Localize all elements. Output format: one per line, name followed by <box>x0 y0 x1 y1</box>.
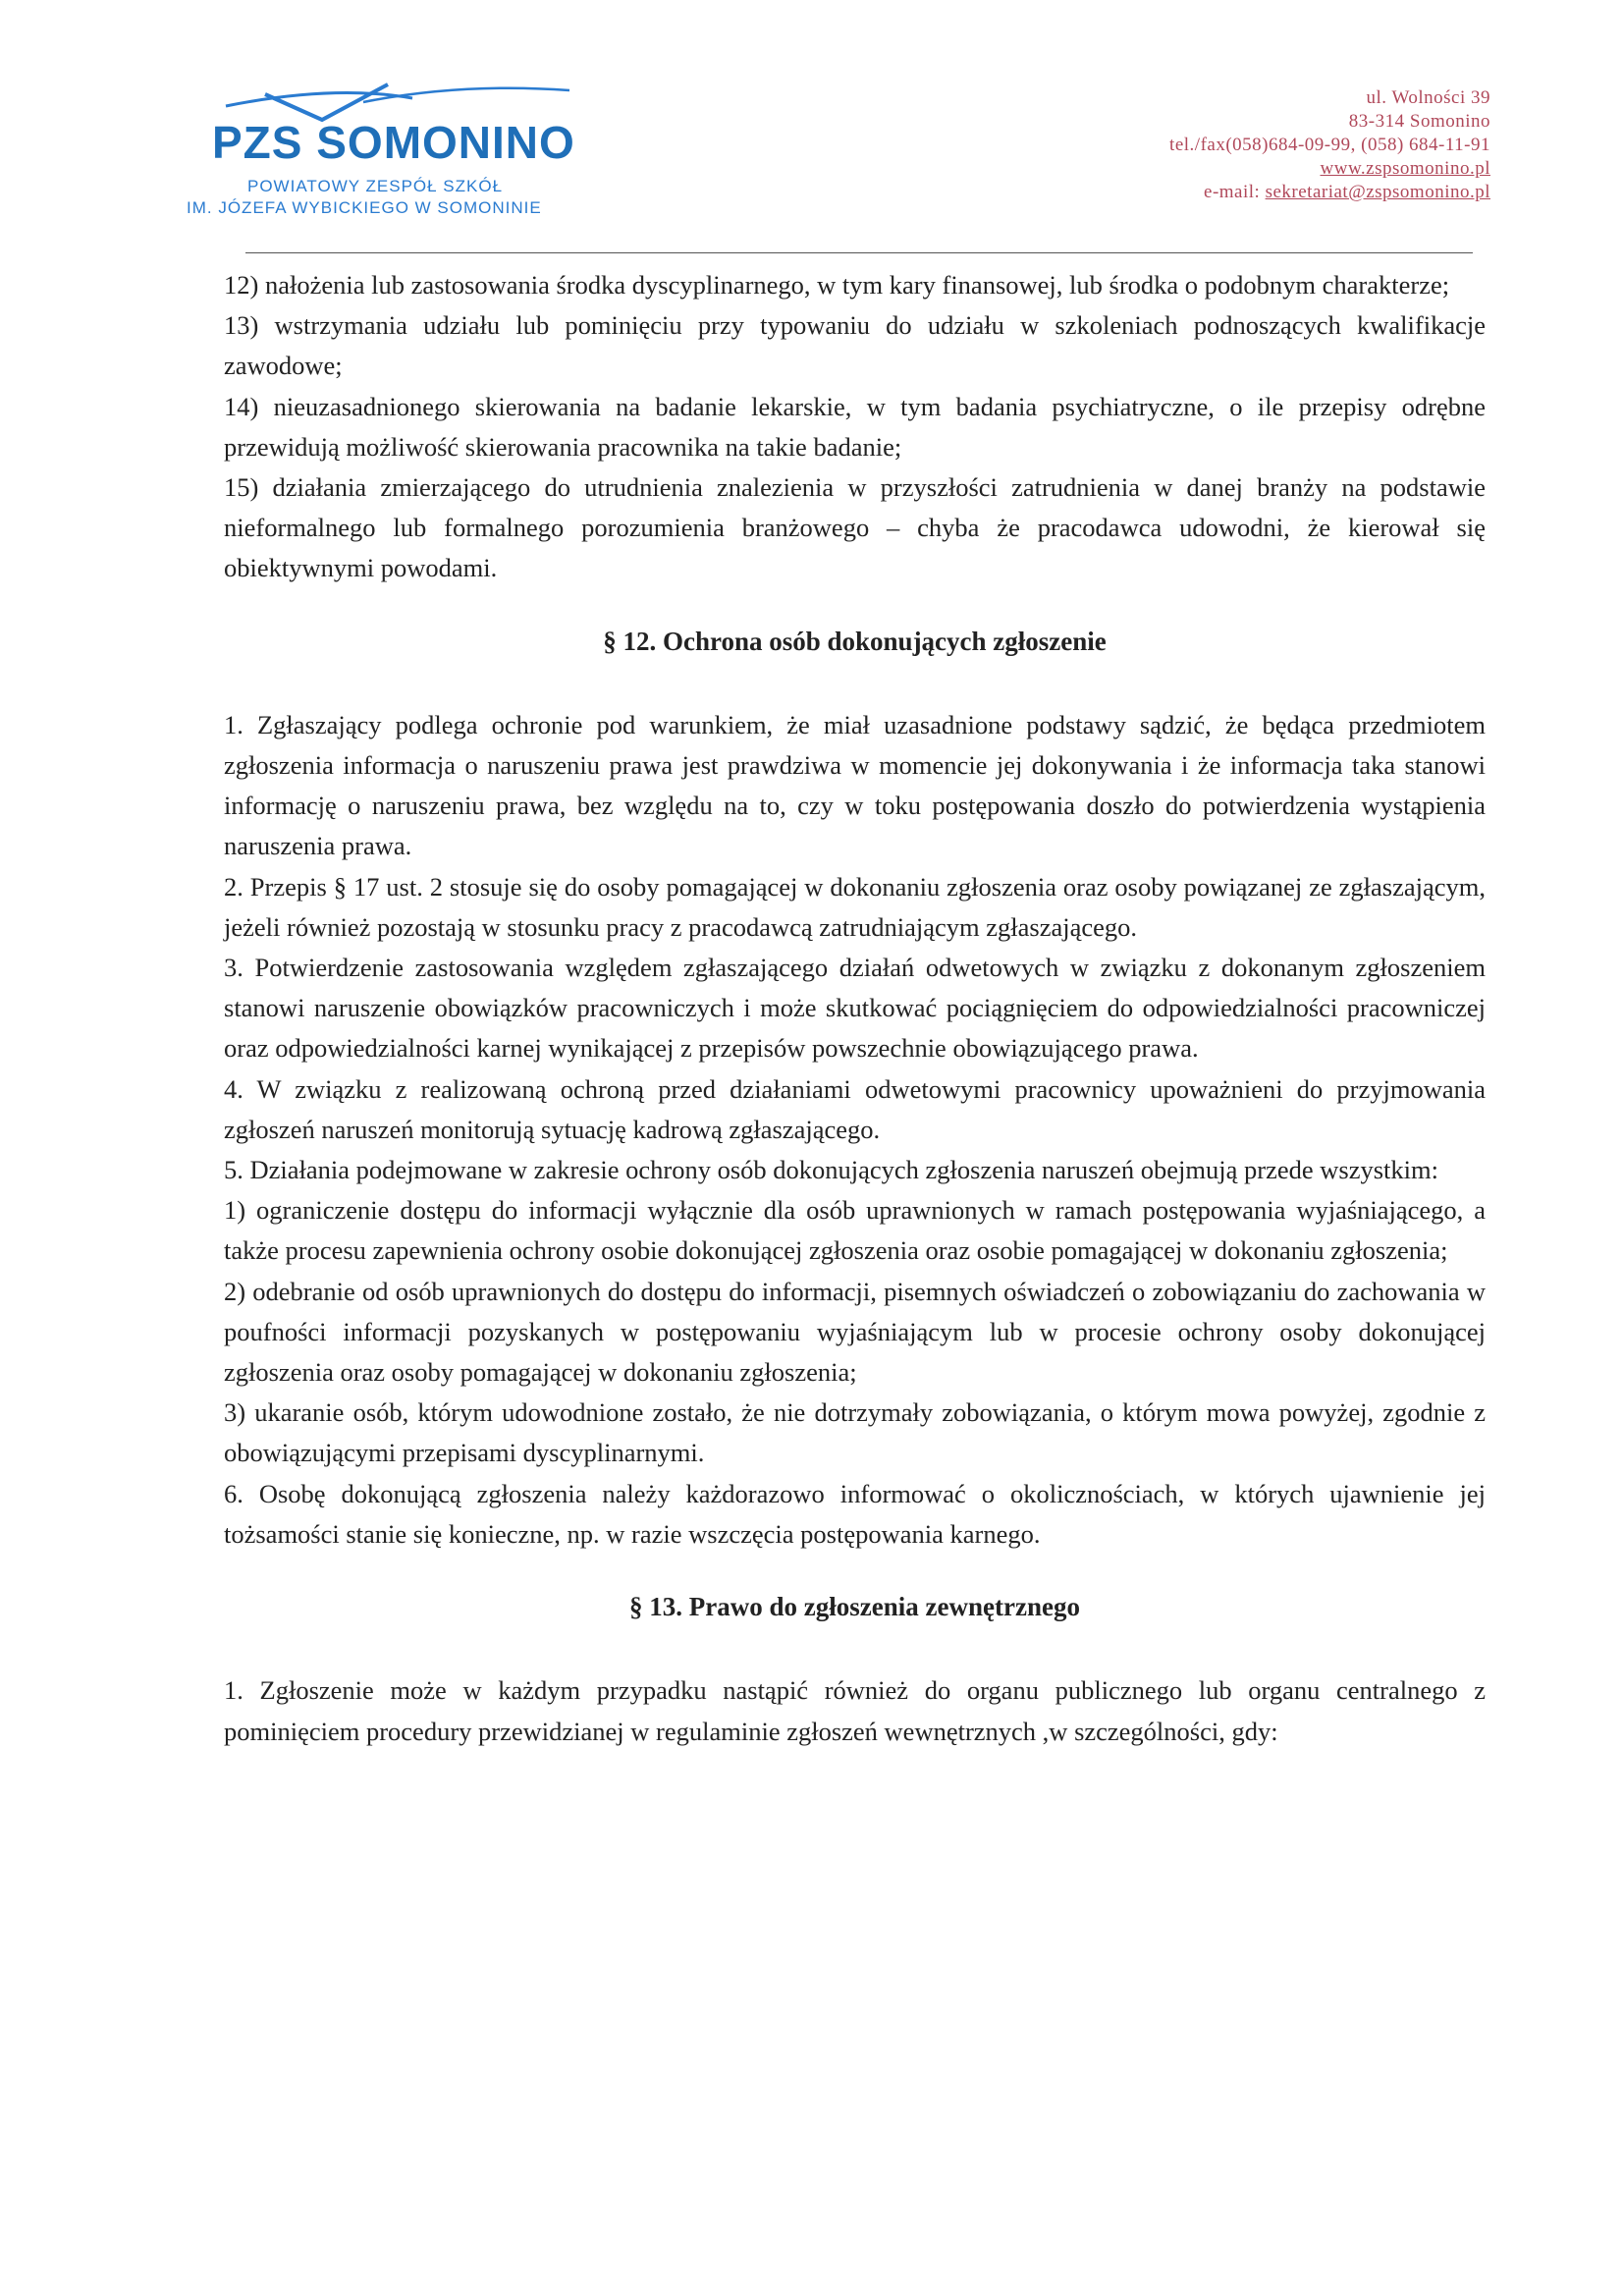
section-13-heading: § 13. Prawo do zgłoszenia zewnętrznego <box>629 1592 1080 1622</box>
school-logo <box>187 77 599 224</box>
email-label: e-mail: <box>1204 182 1266 202</box>
paragraph: 2. Przepis § 17 ust. 2 stosuje się do osoby pomagającej w dokonaniu zgłoszenia oraz osoby powiązanej ze zgłaszającym, jeżeli również pozostają w stosunku pracy z pracodawcą zatrudniającym zgłaszającego. <box>224 871 1486 942</box>
paragraph: 1. Zgłaszający podlega ochronie pod warunkiem, że miał uzasadnione podstawy sądzić, że będąca przedmiotem zgłoszenia informacja o naruszeniu prawa jest prawdziwa w momencie jej dokonywania i że informacja taka stanowi informację o naruszeniu prawa, bez względu na to, czy w toku postępowania doszło do potwierdzenia wystąpienia naruszenia prawa. <box>224 709 1486 861</box>
paragraph: 6. Osobę dokonującą zgłoszenia należy każdorazowo informować o okolicznościach, w których ujawnienie jej tożsamości stanie się konieczne, np. w razie wszczęcia postępowania karnego. <box>224 1478 1486 1549</box>
website-link[interactable]: www.zspsomonino.pl <box>1320 158 1490 179</box>
logo-subtitle-line2: IM. JÓZEFA WYBICKIEGO W SOMONINIE <box>187 198 542 217</box>
contact-city: 83-314 Somonino <box>1348 111 1490 132</box>
list-item: 12) nałożenia lub zastosowania środka dyscyplinarnego, w tym kary finansowej, lub środka o podobnym charakterze; <box>224 270 1450 300</box>
contact-info <box>1169 86 1490 204</box>
list-item: 14) nieuzasadnionego skierowania na badanie lekarskie, w tym badania psychiatryczne, o ile przepisy odrębne przewidują możliwość skierowania pracownika na takie badanie; <box>224 391 1486 462</box>
paragraph: 3. Potwierdzenie zastosowania względem zgłaszającego działań odwetowych w związku z dokonanym zgłoszeniem stanowi naruszenie obowiązków pracowniczych i może skutkować pociągnięciem do odpowiedzialności pracowniczej oraz odpowiedzialności karnej wynikającej z przepisów powszechnie obowiązującego prawa. <box>224 953 1486 1064</box>
document-body <box>224 265 1486 1752</box>
paragraph: 5. Działania podejmowane w zakresie ochrony osób dokonujących zgłoszenia naruszeń obejmują przede wszystkim: <box>224 1155 1438 1185</box>
email-link[interactable]: sekretariat@zspsomonino.pl <box>1265 182 1490 202</box>
list-item: 3) ukaranie osób, którym udowodnione zostało, że nie dotrzymały zobowiązania, o którym mowa powyżej, zgodnie z obowiązującymi przepisami dyscyplinarnymi. <box>224 1397 1486 1468</box>
list-item: 13) wstrzymania udziału lub pominięciu przy typowaniu do udziału w szkoleniach podnoszących kwalifikacje zawodowe; <box>224 310 1486 381</box>
header-divider <box>245 252 1473 253</box>
list-item: 1) ograniczenie dostępu do informacji wyłącznie dla osób uprawnionych w ramach postępowania wyjaśniającego, a także procesu zapewnienia ochrony osobie dokonującej zgłoszenia oraz osobie pomagającej w dokonaniu zgłoszenia; <box>224 1195 1486 1266</box>
list-item: 2) odebranie od osób uprawnionych do dostępu do informacji, pisemnych oświadczeń o zobowiązaniu do zachowania w poufności informacji pozyskanych w postępowaniu wyjaśniającym lub w procesie ochrony osoby dokonującej zgłoszenia oraz osoby pomagającej w dokonaniu zgłoszenia; <box>224 1276 1486 1388</box>
paragraph: 4. W związku z realizowaną ochroną przed działaniami odwetowymi pracownicy upoważnieni do przyjmowania zgłoszeń naruszeń monitorują sytuację kadrową zgłaszającego. <box>224 1073 1486 1144</box>
paragraph: 1. Zgłoszenie może w każdym przypadku nastąpić również do organu publicznego lub organu centralnego z pominięciem procedury przewidzianej w regulaminie zgłoszeń wewnętrznych ,w szczególności, gdy: <box>224 1675 1486 1746</box>
list-item: 15) działania zmierzającego do utrudnienia znalezienia w przyszłości zatrudnienia w danej branży na podstawie nieformalnego lub formalnego porozumienia branżowego – chyba że pracodawca udowodni, że kierował się obiektywnymi powodami. <box>224 472 1486 583</box>
contact-phone: tel./fax(058)684-09-99, (058) 684-11-91 <box>1169 135 1490 155</box>
logo-title: PZS SOMONINO <box>212 117 575 168</box>
section-12-heading: § 12. Ochrona osób dokonujących zgłoszenie <box>603 626 1107 656</box>
logo-subtitle-line1: POWIATOWY ZESPÓŁ SZKÓŁ <box>247 177 504 195</box>
contact-street: ul. Wolności 39 <box>1366 87 1490 108</box>
